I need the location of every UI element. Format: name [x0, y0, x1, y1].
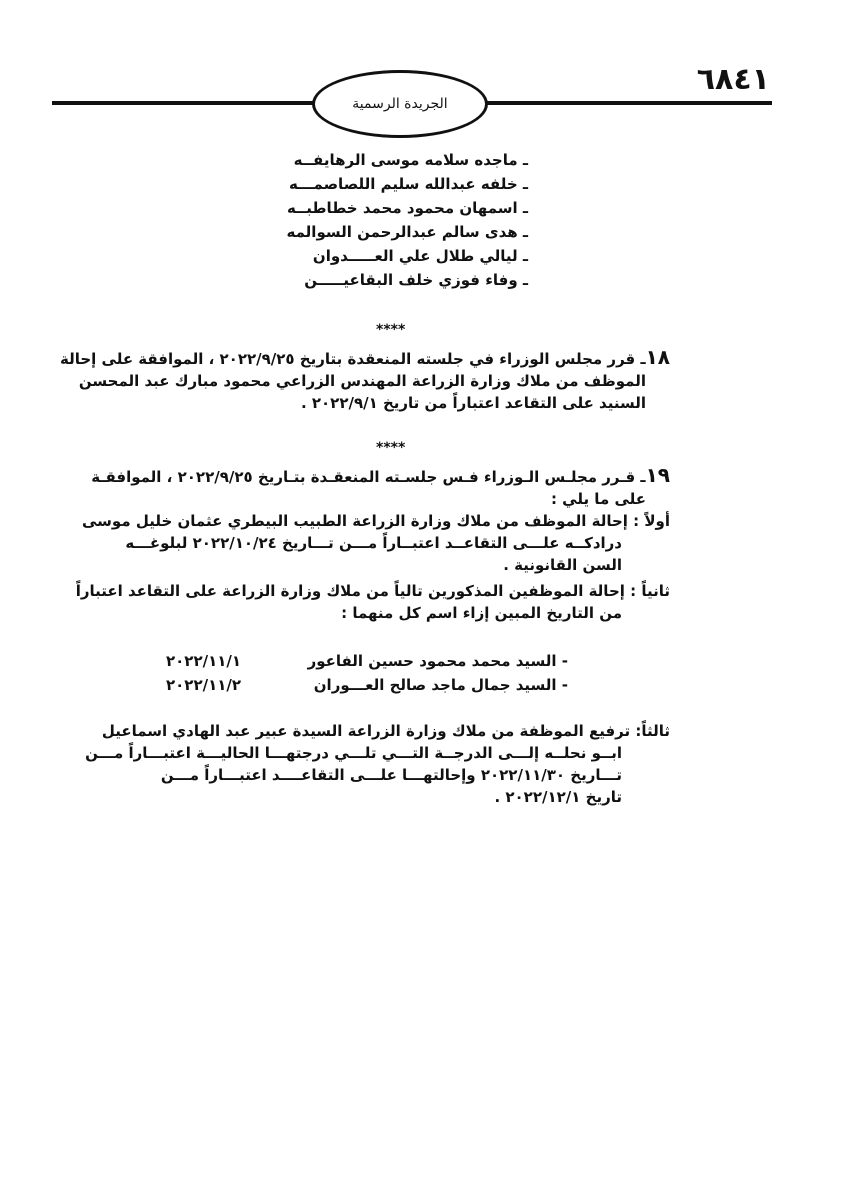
item-18-line-2: الموظف من ملاك وزارة الزراعة المهندس الزراعي محمود مبارك عبد المحسن	[78, 372, 646, 390]
list-item: ـ ليالي طلال علي العـــــدوان	[312, 247, 528, 265]
item-18-text-1: ـ قرر مجلس الوزراء في جلسته المنعقدة بتاريخ ٢٠٢٢/٩/٢٥ ، الموافقة على إحالة	[59, 350, 646, 368]
first-line-2: درادكــه علـــى التقاعــد اعتبــاراً مـــن تـــاريخ ٢٠٢٢/١٠/٢٤ لبلوغـــه	[125, 534, 622, 552]
list-item: ـ هدى سالم عبدالرحمن السوالمه	[286, 223, 528, 241]
item-18	[59, 345, 670, 414]
gazette-title: الجريدة الرسمية	[352, 96, 448, 112]
separator-stars-2: ****	[376, 440, 406, 456]
item-19-third	[85, 720, 670, 808]
retiree-name: - السيد جمال ماجد صالح العـــوران	[313, 676, 568, 694]
separator-stars: ****	[376, 322, 406, 338]
item-18-number: ١٨	[645, 345, 670, 369]
item-19-line-1	[80, 464, 670, 488]
item-19-text-1: ـ قـرر مجلـس الـوزراء فـس جلسـته المنعقـدة بتـاريخ ٢٠٢٢/٩/٢٥ ، الموافقـة	[91, 468, 646, 486]
first-line-1: أولاً : إحالة الموظف من ملاك وزارة الزراعة الطبيب البيطري عثمان خليل موسى	[81, 512, 670, 530]
third-line-1: ثالثاً: ترفيع الموظفة من ملاك وزارة الزراعة السيدة عبير عبد الهادي اسماعيل	[101, 722, 670, 740]
gazette-title-oval	[312, 70, 488, 138]
third-line-2: ابــو نحلــه إلـــى الدرجــة التـــي تلـــي درجتهـــا الحاليـــة اعتبـــاراً مـــن	[85, 744, 622, 762]
third-line-4: تاريخ ٢٠٢٢/١٢/١ .	[494, 788, 622, 806]
list-item: ـ اسمهان محمود محمد خطاطبــه	[286, 199, 528, 217]
third-line-3: تـــاريخ ٢٠٢٢/١١/٣٠ وإحالتهـــا علـــى التقاعــــد اعتبـــاراً مـــن	[160, 766, 622, 784]
list-item: ـ خلفه عبدالله سليم اللصاصمـــه	[289, 175, 528, 193]
names-list	[268, 148, 528, 292]
retiree-name: - السيد محمد محمود حسين الفاعور	[307, 652, 568, 670]
item-18-line-3: السنيد على التقاعد اعتباراً من تاريخ ٢٠٢٢/٩/١ .	[300, 394, 646, 412]
item-19-first	[81, 510, 670, 576]
second-line-1: ثانياً : إحالة الموظفين المذكورين تالياً من ملاك وزارة الزراعة على التقاعد اعتباراً	[75, 582, 670, 600]
list-item: ـ ماجده سلامه موسى الرهايفــه	[293, 151, 528, 169]
second-line-2: من التاريخ المبين إزاء اسم كل منهما :	[341, 604, 622, 622]
item-19	[80, 464, 670, 510]
first-line-3: السن القانونية .	[503, 556, 622, 574]
item-19-number: ١٩	[645, 463, 670, 487]
page-number: ٦٨٤١	[696, 62, 770, 97]
item-19-second	[75, 580, 670, 624]
item-19-line-2: على ما يلي :	[550, 490, 646, 508]
list-item: ـ وفاء فوزي خلف البقاعيـــــن	[304, 271, 528, 289]
retiree-date: ٢٠٢٢/١١/١	[166, 652, 242, 670]
item-18-line-1	[59, 345, 670, 370]
retiree-date: ٢٠٢٢/١١/٢	[166, 676, 242, 694]
